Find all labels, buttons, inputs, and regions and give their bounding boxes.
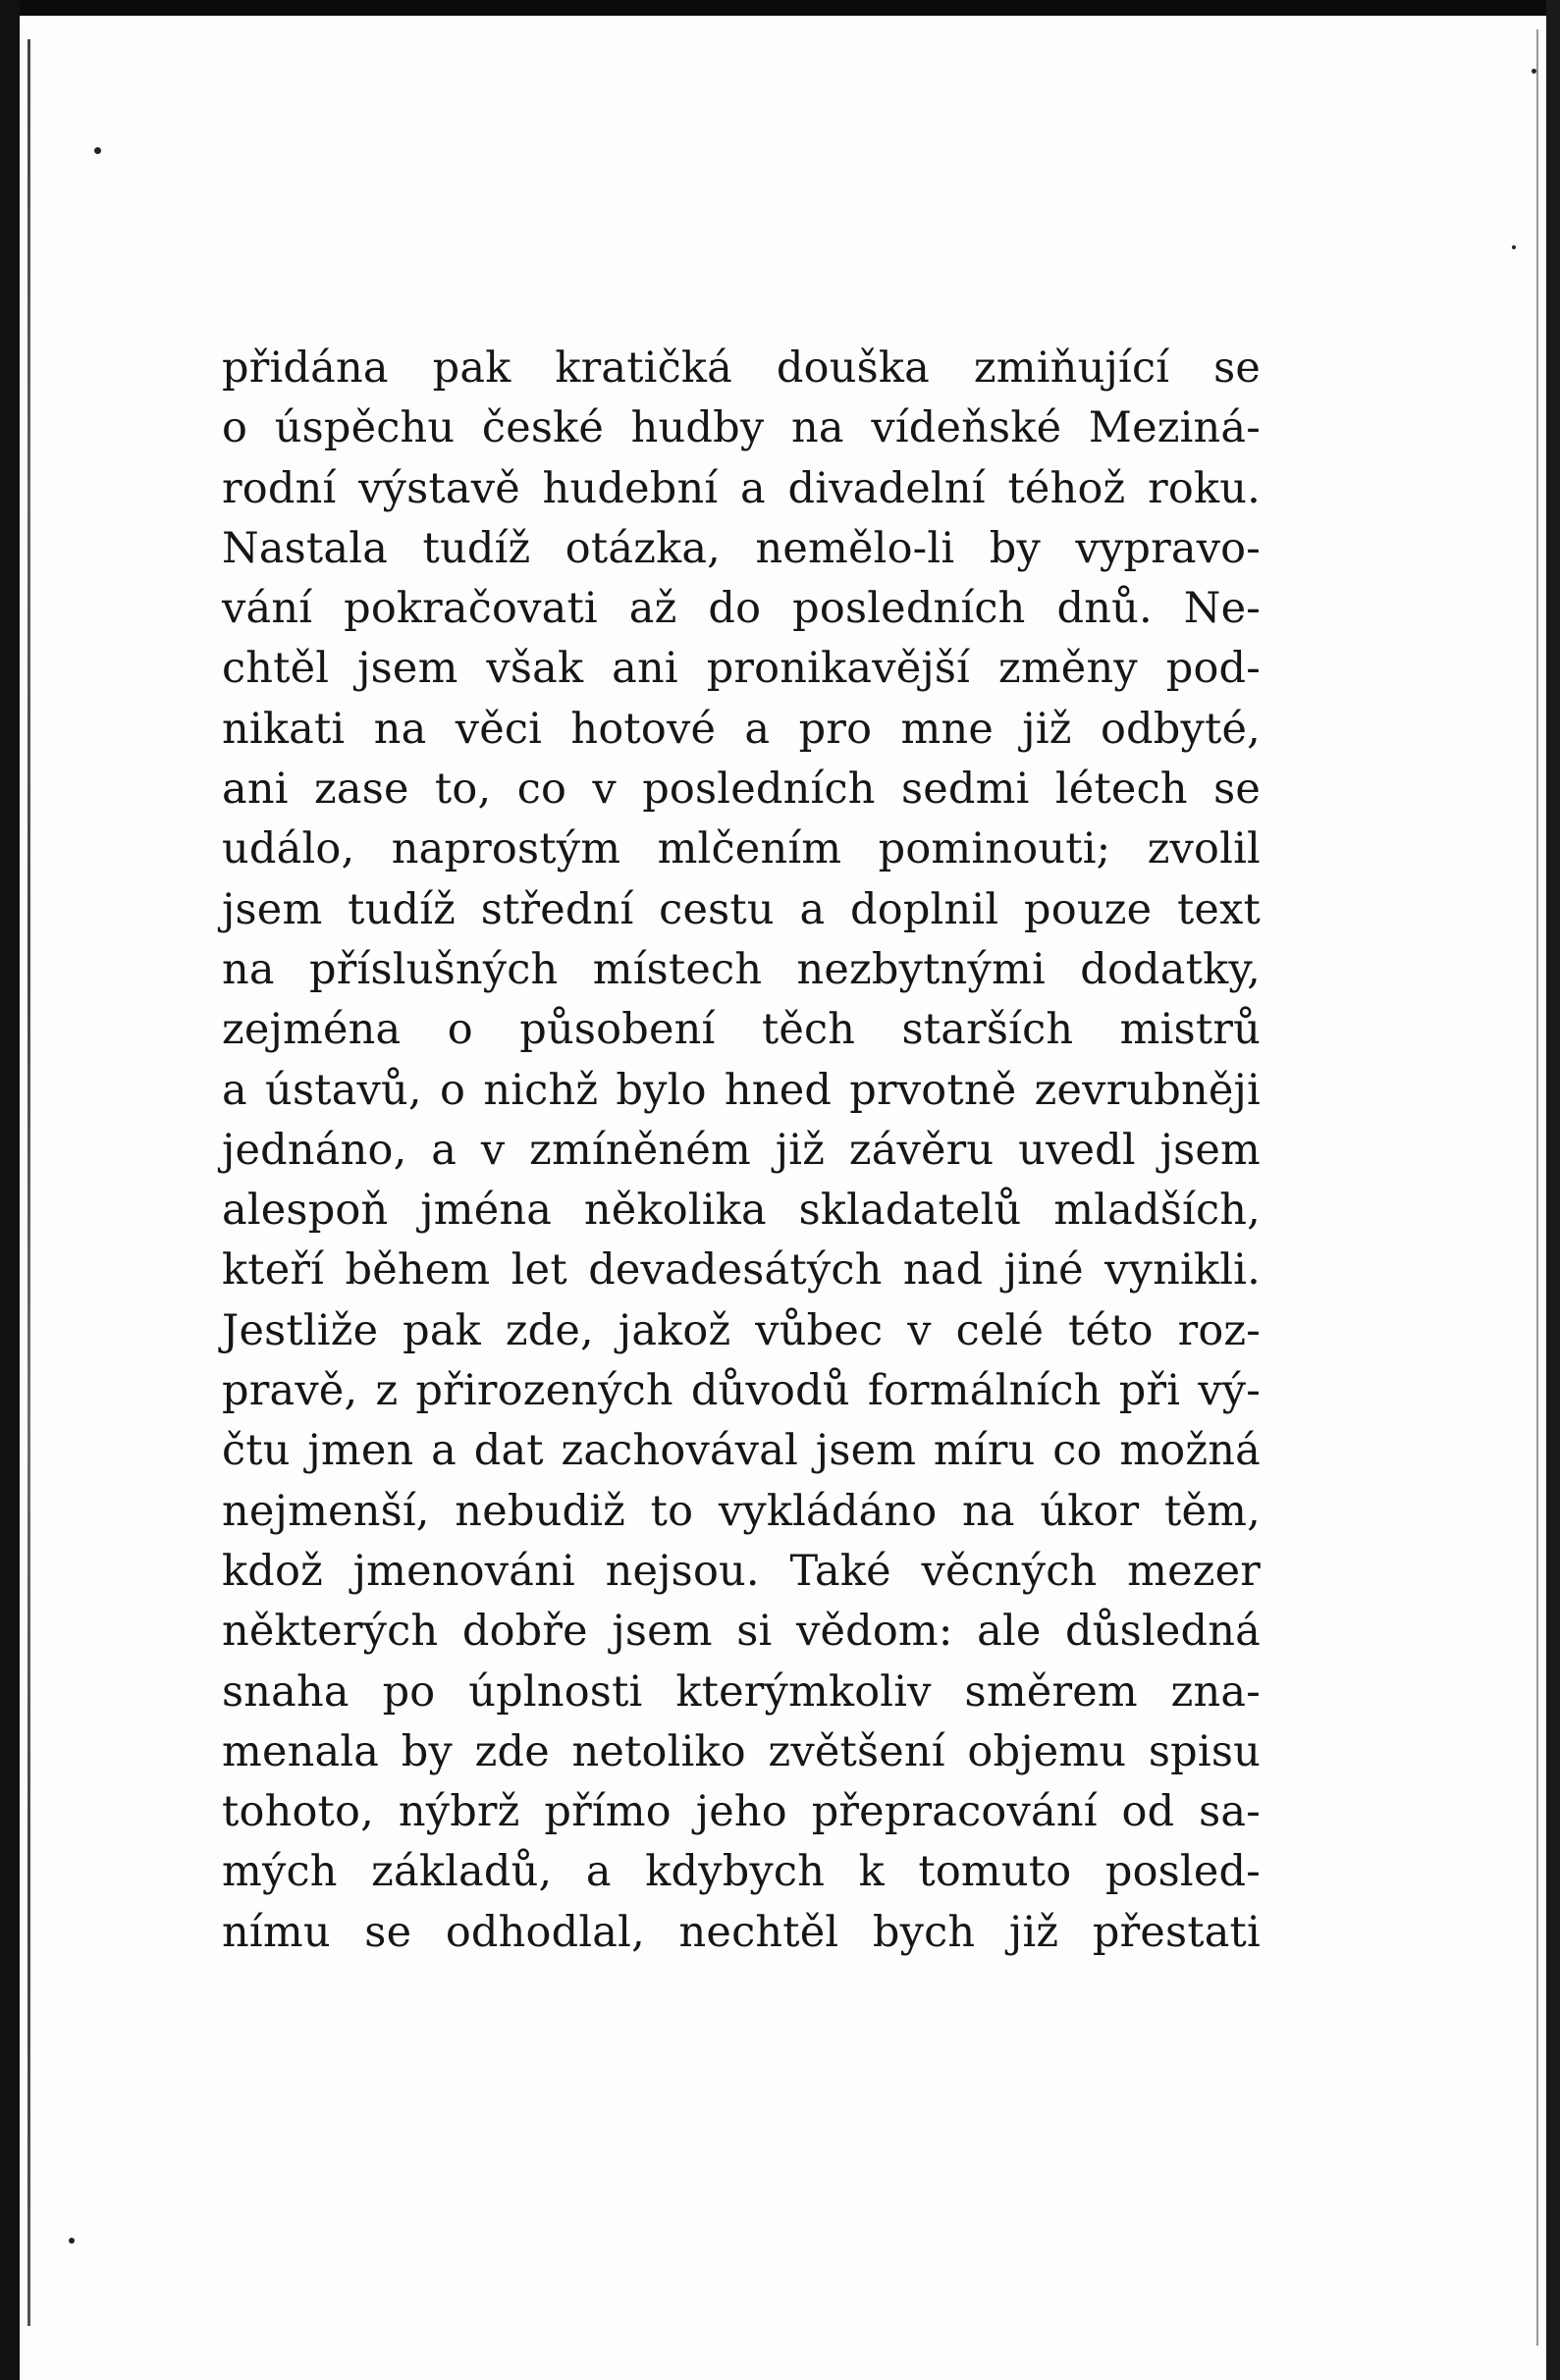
text-line: pravě, z přirozených důvodů formálních při vý- bbox=[222, 1366, 1261, 1416]
text-line: nímu se odhodlal, nechtěl bych již přestati bbox=[222, 1907, 1261, 1957]
text-line: nikati na věci hotové a pro mne již odbyté, bbox=[222, 704, 1261, 754]
text-line: Nastala tudíž otázka, nemělo-li by vypravo- bbox=[222, 523, 1261, 573]
text-line: čtu jmen a dat zachovával jsem míru co možná bbox=[222, 1426, 1261, 1476]
scan-speck bbox=[1532, 69, 1536, 74]
text-line: a ústavů, o nichž bylo hned prvotně zevrubněji bbox=[222, 1065, 1261, 1115]
scan-top-edge bbox=[0, 0, 1560, 16]
scan-right-edge bbox=[1546, 0, 1560, 2380]
text-line: snaha po úplnosti kterýmkoliv směrem zna- bbox=[222, 1666, 1261, 1717]
scan-speck bbox=[69, 2238, 75, 2244]
text-line: přidána pak kratičká douška zmiňující se bbox=[222, 344, 1261, 393]
text-line: tohoto, nýbrž přímo jeho přepracování od sa- bbox=[222, 1787, 1261, 1837]
text-line: na příslušných místech nezbytnými dodatky, bbox=[222, 944, 1261, 994]
text-line: nejmenší, nebudiž to vykládáno na úkor těm, bbox=[222, 1486, 1261, 1536]
text-line: událo, naprostým mlčením pominouti; zvolil bbox=[222, 824, 1261, 874]
text-line: kteří během let devadesátých nad jiné vynikli. bbox=[222, 1245, 1261, 1296]
text-line: chtěl jsem však ani pronikavější změny pod- bbox=[222, 644, 1261, 694]
text-line: kdož jmenováni nejsou. Také věcných mezer bbox=[222, 1546, 1261, 1596]
text-line: vání pokračovati až do posledních dnů. Ne- bbox=[222, 584, 1261, 634]
text-line: rodní výstavě hudební a divadelní téhož roku. bbox=[222, 463, 1261, 513]
body-text bbox=[222, 339, 1261, 1963]
scan-speck bbox=[1512, 245, 1516, 249]
text-line: jsem tudíž střední cestu a doplnil pouze text bbox=[222, 884, 1261, 934]
text-line: o úspěchu české hudby na vídeňské Meziná- bbox=[222, 403, 1261, 453]
text-line: ani zase to, co v posledních sedmi létech se bbox=[222, 765, 1261, 815]
page-edge-shadow bbox=[1536, 29, 1538, 2346]
text-line: mých základů, a kdybych k tomuto posled- bbox=[222, 1847, 1261, 1897]
text-line: některých dobře jsem si vědom: ale důsledná bbox=[222, 1607, 1261, 1657]
scan-left-edge bbox=[0, 0, 20, 2380]
text-line: alespoň jména několika skladatelů mladších, bbox=[222, 1186, 1261, 1236]
text-line: Jestliže pak zde, jakož vůbec v celé této roz- bbox=[222, 1305, 1261, 1355]
scan-speck bbox=[94, 147, 101, 154]
text-line: menala by zde netoliko zvětšení objemu spisu bbox=[222, 1726, 1261, 1776]
text-line: zejména o působení těch starších mistrů bbox=[222, 1005, 1261, 1055]
binding-shadow bbox=[27, 39, 30, 2326]
text-line: jednáno, a v zmíněném již závěru uvedl jsem bbox=[222, 1125, 1261, 1175]
